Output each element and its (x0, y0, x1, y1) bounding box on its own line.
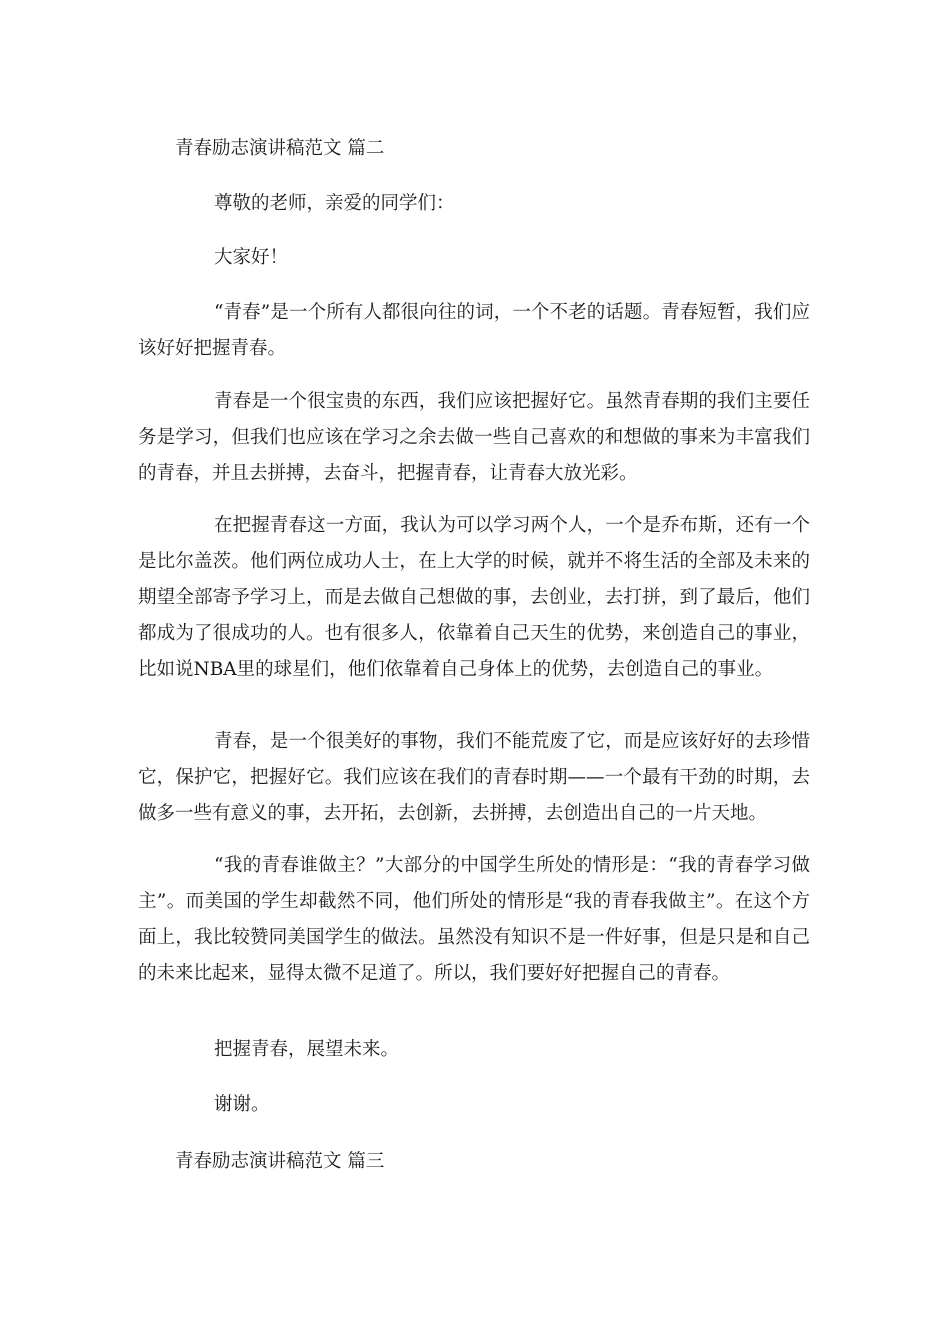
paragraph-4: 青春，是一个很美好的事物，我们不能荒废了它，而是应该好好的去珍惜它，保护它，把握好它。我们应该在我们的青春时期——一个最有干劲的时期，去做多一些有意义的事，去开拓，去创新，去拼搏，去创造出自己的一片天地。 (138, 731, 810, 824)
greeting: 大家好！ (214, 247, 289, 268)
paragraph-3: 在把握青春这一方面，我认为可以学习两个人，一个是乔布斯，还有一个是比尔盖茨。他们两位成功人士，在上大学的时候，就并不将生活的全部及未来的期望全部寄予学习上，而是去做自己想做的事，去创业，去打拼，到了最后，他们都成为了很成功的人。也有很多人，依靠着自己天生的优势，来创造自己的事业，比如说NBA里的球星们，他们依靠着自己身体上的优势，去创造自己的事业。 (138, 515, 810, 680)
section-heading-3: 青春励志演讲稿范文 篇三 (175, 1151, 385, 1172)
paragraph-2: 青春是一个很宝贵的东西，我们应该把握好它。虽然青春期的我们主要任务是学习，但我们也应该在学习之余去做一些自己喜欢的和想做的事来为丰富我们的青春，并且去拼搏，去奋斗，把握青春，让青春大放光彩。 (138, 391, 810, 484)
salutation: 尊敬的老师，亲爱的同学们： (214, 193, 455, 214)
paragraph-5: “我的青春谁做主？”大部分的中国学生所处的情形是：“我的青春学习做主”。而美国的学生却截然不同，他们所处的情形是“我的青春我做主”。在这个方面上，我比较赞同美国学生的做法。虽然没有知识不是一件好事，但是只是和自己的未来比起来，显得太微不足道了。所以，我们要好好把握自己的青春。 (138, 855, 810, 984)
thanks-line: 谢谢。 (214, 1094, 270, 1115)
section-heading-2: 青春励志演讲稿范文 篇二 (175, 138, 385, 159)
closing-line: 把握青春，展望未来。 (214, 1039, 400, 1060)
paragraph-1: “青春”是一个所有人都很向往的词，一个不老的话题。青春短暂，我们应该好好把握青春。 (138, 302, 810, 359)
